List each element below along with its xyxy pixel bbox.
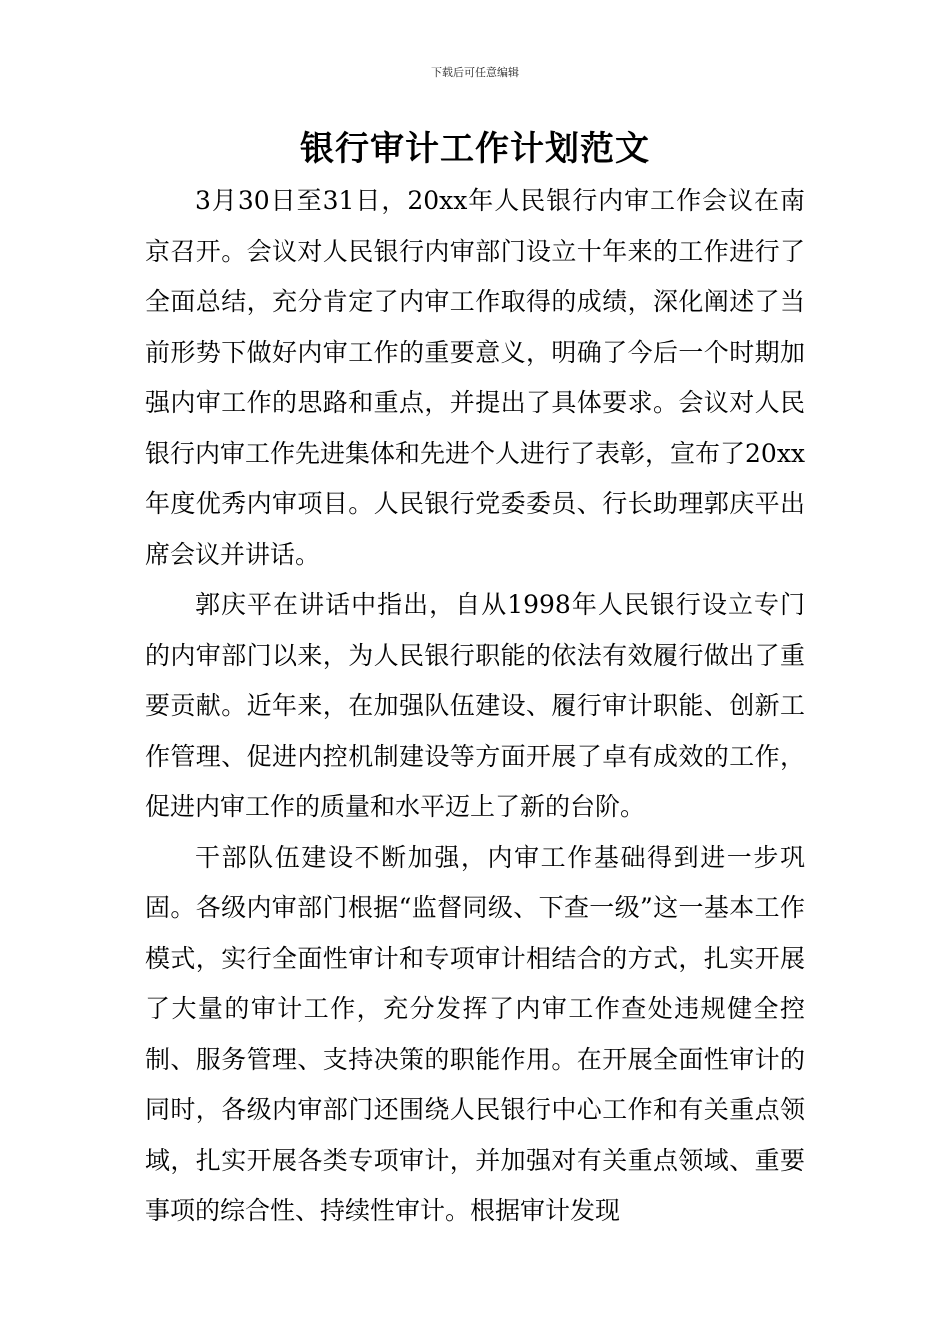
document-title: 银行审计工作计划范文 — [300, 129, 650, 169]
body-paragraph: 郭庆平在讲话中指出，自从1998年人民银行设立专门的内审部门以来，为人民银行职能的依法有效履行做出了重要贡献。近年来，在加强队伍建设、履行审计职能、创新工作管理、促进内控机制建设等方面开展了卓有成效的工作，促进内审工作的质量和水平迈上了新的台阶。 — [145, 590, 805, 821]
page-header-note: 下载后可任意编辑 — [431, 66, 519, 79]
body-paragraph: 3月30日至31日，20xx年人民银行内审工作会议在南京召开。会议对人民银行内审部门设立十年来的工作进行了全面总结，充分肯定了内审工作取得的成绩，深化阐述了当前形势下做好内审工作的重要意义，明确了今后一个时期加强内审工作的思路和重点，并提出了具体要求。会议对人民银行内审工作先进集体和先进个人进行了表彰，宣布了20xx年度优秀内审项目。人民银行党委委员、行长助理郭庆平出席会议并讲话。 — [145, 186, 806, 569]
document-body — [145, 176, 805, 1237]
body-paragraph: 干部队伍建设不断加强，内审工作基础得到进一步巩固。各级内审部门根据“监督同级、下查一级”这一基本工作模式，实行全面性审计和专项审计相结合的方式，扎实开展了大量的审计工作，充分发挥了内审工作查处违规健全控制、服务管理、支持决策的职能作用。在开展全面性审计的同时，各级内审部门还围绕人民银行中心工作和有关重点领域，扎实开展各类专项审计，并加强对有关重点领域、重要事项的综合性、持续性审计。根据审计发现 — [145, 842, 805, 1225]
